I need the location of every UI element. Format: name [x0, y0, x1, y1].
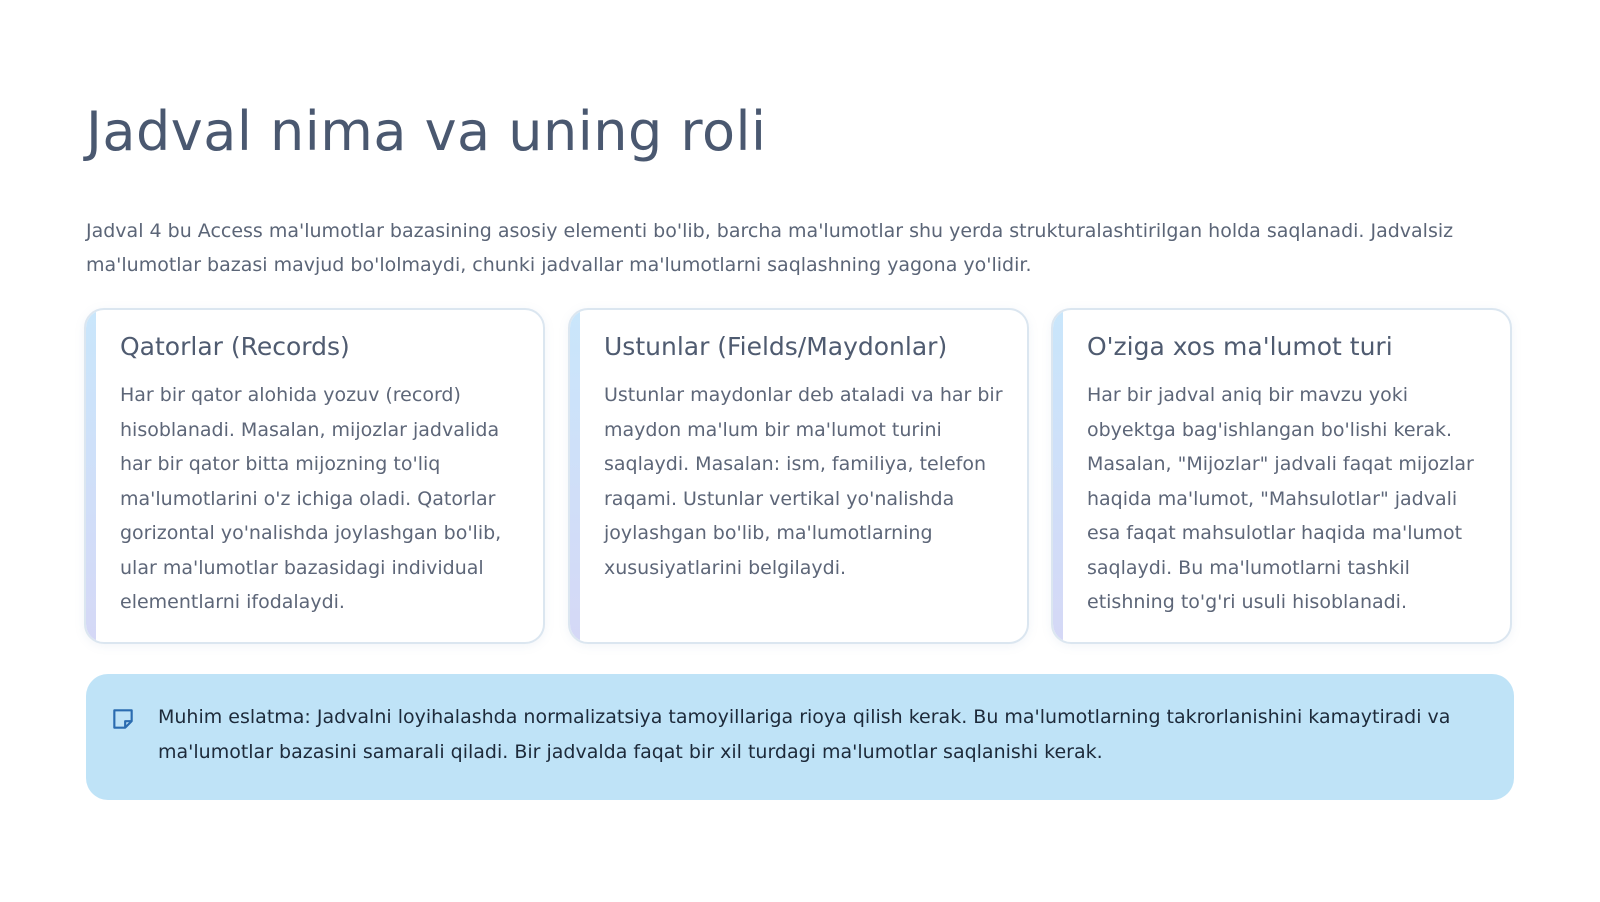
page-title: Jadval nima va uning roli [86, 100, 767, 163]
cards-row [84, 308, 1514, 644]
card-text: Har bir qator alohida yozuv (record) hisoblanadi. Masalan, mijozlar jadvalida har bir qator bitta mijozning to'liq ma'lumotlarini o'z ichiga oladi. Qatorlar gorizontal yo'nalishda joylashgan bo'lib, ular ma'lumotlar bazasidagi individual elementlarni ifodalaydi. [120, 384, 502, 613]
note-text: Muhim eslatma: Jadvalni loyihalashda normalizatsiya tamoyillariga rioya qilish kerak. Bu ma'lumotlarning takrorlanishini kamaytiradi va ma'lumotlar bazasini samarali qiladi. Bir jadvalda faqat bir xil turdagi ma'lumotlar saqlanishi kerak. [158, 706, 1451, 763]
note-icon [110, 706, 136, 732]
card-title: Qatorlar (Records) [120, 332, 350, 361]
card-title: Ustunlar (Fields/Maydonlar) [604, 332, 948, 361]
card-data-type [1051, 308, 1512, 644]
card-text: Har bir jadval aniq bir mavzu yoki obyektga bag'ishlangan bo'lishi kerak. Masalan, "Mijozlar" jadvali faqat mijozlar haqida ma'lumot, "Mahsulotlar" jadvali esa faqat mahsulotlar haqida ma'lumot saqlaydi. Bu ma'lumotlarni tashkil etishning to'g'ri usuli hisoblanadi. [1087, 384, 1474, 613]
card-text: Ustunlar maydonlar deb ataladi va har bir maydon ma'lum bir ma'lumot turini saqlaydi. Masalan: ism, familiya, telefon raqami. Ustunlar vertikal yo'nalishda joylashgan bo'lib, ma'lumotlarning xususiyatlarini belgilaydi. [604, 384, 1003, 579]
important-note [86, 674, 1514, 800]
card-records [84, 308, 545, 644]
intro-paragraph: Jadval 4 bu Access ma'lumotlar bazasining asosiy elementi bo'lib, barcha ma'lumotlar shu yerda strukturalashtirilgan holda saqlanadi. Jadvalsiz ma'lumotlar bazasi mavjud bo'lolmaydi, chunki jadvallar ma'lumotlarni saqlashning yagona yo'lidir. [86, 220, 1454, 276]
card-title: O'ziga xos ma'lumot turi [1087, 332, 1393, 361]
card-fields [568, 308, 1029, 644]
